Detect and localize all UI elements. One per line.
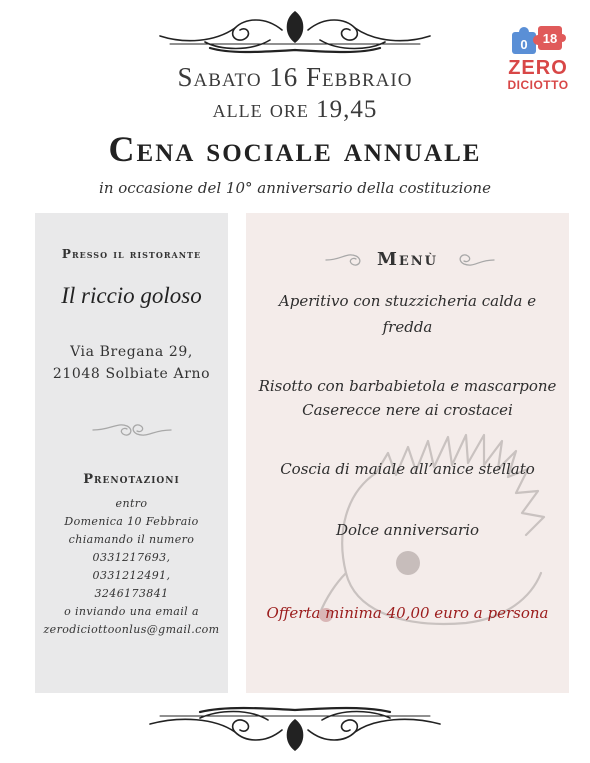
logo-word-diciotto: DICIOTTO bbox=[507, 78, 569, 92]
menu-item: Aperitivo con stuzzicheria calda e bbox=[278, 292, 537, 310]
menu-item: Coscia di maiale all’anice stellato bbox=[280, 460, 535, 478]
venue-label: Presso il ristorante bbox=[61, 247, 202, 261]
booking-line: entro bbox=[115, 497, 148, 510]
menu-panel bbox=[246, 213, 569, 693]
booking-email: zerodiciottoonlus@gmail.com bbox=[43, 623, 220, 636]
minimum-offer: Offerta minima 40,00 euro a persona bbox=[266, 604, 549, 622]
logo-word-zero: ZERO bbox=[508, 57, 568, 79]
restaurant-name: Il riccio goloso bbox=[61, 283, 202, 308]
booking-line: o inviando una email a bbox=[64, 605, 199, 618]
menu-item: Risotto con barbabietola e mascarpone bbox=[258, 377, 557, 395]
booking-phone: 3246173841 bbox=[94, 587, 169, 600]
event-time: alle ore 19,45 bbox=[212, 96, 378, 123]
zero-diciotto-logo bbox=[502, 22, 574, 96]
address-line: Via Bregana 29, bbox=[70, 344, 193, 360]
bottom-flourish-icon bbox=[140, 700, 450, 756]
logo-number-left: 0 bbox=[520, 37, 528, 52]
booking-title: Prenotazioni bbox=[83, 472, 180, 487]
page-subtitle: in occasione del 10° anniversario della costituzione bbox=[99, 179, 491, 197]
puzzle-logo-icon bbox=[510, 22, 566, 62]
page-title: Cena sociale annuale bbox=[108, 129, 482, 169]
menu-item: Dolce anniversario bbox=[335, 521, 480, 539]
booking-line: chiamando il numero bbox=[68, 533, 195, 546]
booking-phone: 0331217693, bbox=[92, 551, 171, 564]
venue-panel bbox=[35, 213, 228, 693]
address-line: 21048 Solbiate Arno bbox=[52, 366, 211, 382]
menu-item: Caserecce nere ai crostacei bbox=[302, 401, 513, 419]
top-flourish-icon bbox=[150, 6, 440, 56]
menu-item: fredda bbox=[382, 318, 433, 336]
logo-number-right: 18 bbox=[542, 31, 558, 46]
event-date: Sabato 16 Febbraio bbox=[177, 62, 413, 92]
swirl-divider-icon bbox=[91, 418, 173, 442]
menu-title: Menù bbox=[376, 249, 439, 270]
booking-line: Domenica 10 Febbraio bbox=[64, 515, 199, 528]
booking-phone: 0331212491, bbox=[92, 569, 171, 582]
